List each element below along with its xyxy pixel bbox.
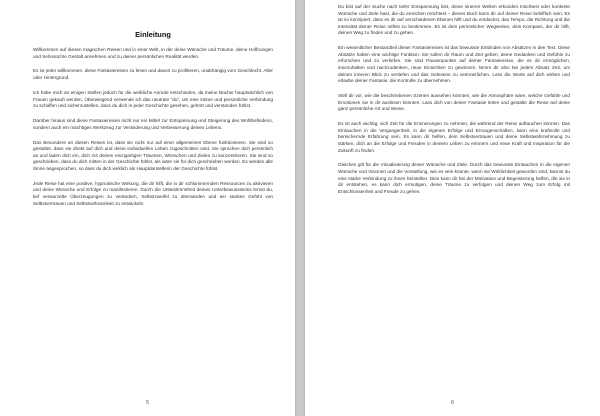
paragraph: Ein wesentlicher Bestandteil dieser Fantasiereisen ist das bewusste Einbinden von Absätzen in den Text. Diese Absätze haben eine wichtige Funktion: Sie sollen dir Raum und Zeit geben, deine Gedanken und Gefühle zu erforschen und zu vertiefen. Sie sind Pausenpunkte auf deiner Fantasiereise, die es dir ermöglichen, innezuhalten und nachzudenken, neue Einsichten zu gewinnen. Nimm dir also bei jedem Absatz Zeit, um deinen inneren Blick zu vertiefen und das Gelesene zu verinnerlichen. Lass die Worte auf dich wirken und erlaube deiner Fantasie, die Kontrolle zu übernehmen. [338,45,570,84]
paragraph: Willkommen auf diesen magischen Reisen und in einer Welt, in der deine Wünsche und Träume, deine Hoffnungen und Sehnsüchte Gestalt annehmen und zu deiner persönlichen Realität werden. [33,47,273,59]
paragraph: Es ist jeder willkommen, diese Fantasiereisen zu lesen und davon zu profitieren, unabhängig vom Geschlecht, Alter oder Hintergrund. [33,68,273,81]
paragraph: Gleiches gilt für die Visualisierung deiner Wünsche und Ziele. Durch das bewusste Eintauchen in die eigenen Wünsche und Visionen und die Vorstellung, wie es sein könnte, wenn sie Wirklichkeit geworden sind, kannst du eine starke Verbindung zu ihnen herstellen. Dies kann dir bei der Motivation und Begeisterung helfen, die sie in dir entstehen, es kann dich ermutigen, deine Träume zu verfolgen und deinen Weg zum Erfolg mit Entschlossenheit und Freude zu gehen. [338,162,570,194]
left-page [0,0,295,416]
paragraph: Das Besondere an diesen Reisen ist, dass sie nicht nur auf einer allgemeinen Ebene funktionieren. Sie sind so gestaltet, dass sie direkt auf dich und deine individuellen Leben zugeschnitten sind. Sie sprechen dich persönlich an und laden dich ein, dich mit deinen einzigartigen Träumen, Wünschen und Zielen zu konzentrieren. Sie sind so geschrieben, dass du dich mitten in der Geschichte fühlst, als wäre sie für dich geschrieben worden. Es werden alle Sinne angesprochen, so dass du dich wirklich als Hauptdarstellerin der Geschichte fühlst. [33,139,273,171]
page-number: 5 [146,400,149,406]
chapter-heading: Einleitung [135,30,171,39]
paragraph: Du bist auf der Suche nach tiefer Entspannung bist, deine inneren Welten erkunden möchtest oder konkrete Wünsche und Ziele hast, die du erreichen möchtest – dieses Buch kann dir auf deiner Reise behilflich sein. Es ist so konzipiert, dass es dir auf verschiedenen Ebenen hilft und du entdeckst, das Tempo, die Richtung und die Intensität deiner Reise selbst zu bestimmen. Es ist dein persönlicher Wegweiser, dein Kompass, der dir hilft, deinen Weg zu finden und zu gehen. [338,4,570,36]
paragraph: Darüber hinaus sind diese Fantasiereisen nicht nur ein Mittel zur Entspannung und Steigerung des Wohlbefindens, sondern auch ein mächtiges Werkzeug zur Veränderung und Verbesserung deines Lebens. [33,118,273,130]
paragraph: Es ist auch wichtig, sich Zeit für die Erinnerungen zu nehmen, die während der Reise auftauchen können. Das Eintauchen in die Vergangenheit, in die eigenen Erfolge und Errungenschaften, kann eine kraftvolle und bereichernde Erfahrung sein. Es kann dir helfen, dein Selbstvertrauen und deine Selbstwahrnehmung zu stärken, dich an die Erfolge und Freuden in deinem Leben zu erinnern und neue Kraft und Inspiration für die Zukunft zu finden. [338,121,570,153]
right-page [305,0,600,416]
paragraph: Jede Reise hat eine positive, hypnotische Wirkung, die dir hilft, die in dir schlummernden Ressourcen zu aktivieren und deine Wünsche und Erfolge zu manifestieren. Durch die Unbestimmtheit deines Unterbewusstseins lernst du, tief verwurzelte Überzeugungen zu verändern, Selbstzweifel zu überwinden und ein starkes Gefühl von Selbstvertrauen und Selbstwirksamkeit zu entwickeln. [33,180,273,206]
page-number: 6 [451,400,454,406]
paragraph: Stell dir vor, wie die beschriebenen Szenen aussehen könnten, wie die Atmosphäre wäre, welche Gefühle und Emotionen sie in dir auslösen könnten. Lass dich von deiner Fantasie leiten und gestalte die Reise auf deine ganz persönliche Art und Weise. [338,93,570,112]
paragraph: Ich habe mich an einigen Stellen jedoch für die weibliche Anrede entschieden, da meine Bücher hauptsächlich von Frauen gekauft werden. Überwiegend verwende ich das neutrale "du", um eine intime und persönliche Verbindung zu schaffen und sicherzustellen, dass du dich in jeder Geschichte gesehen, gehört und verstanden fühlst. [33,89,273,109]
